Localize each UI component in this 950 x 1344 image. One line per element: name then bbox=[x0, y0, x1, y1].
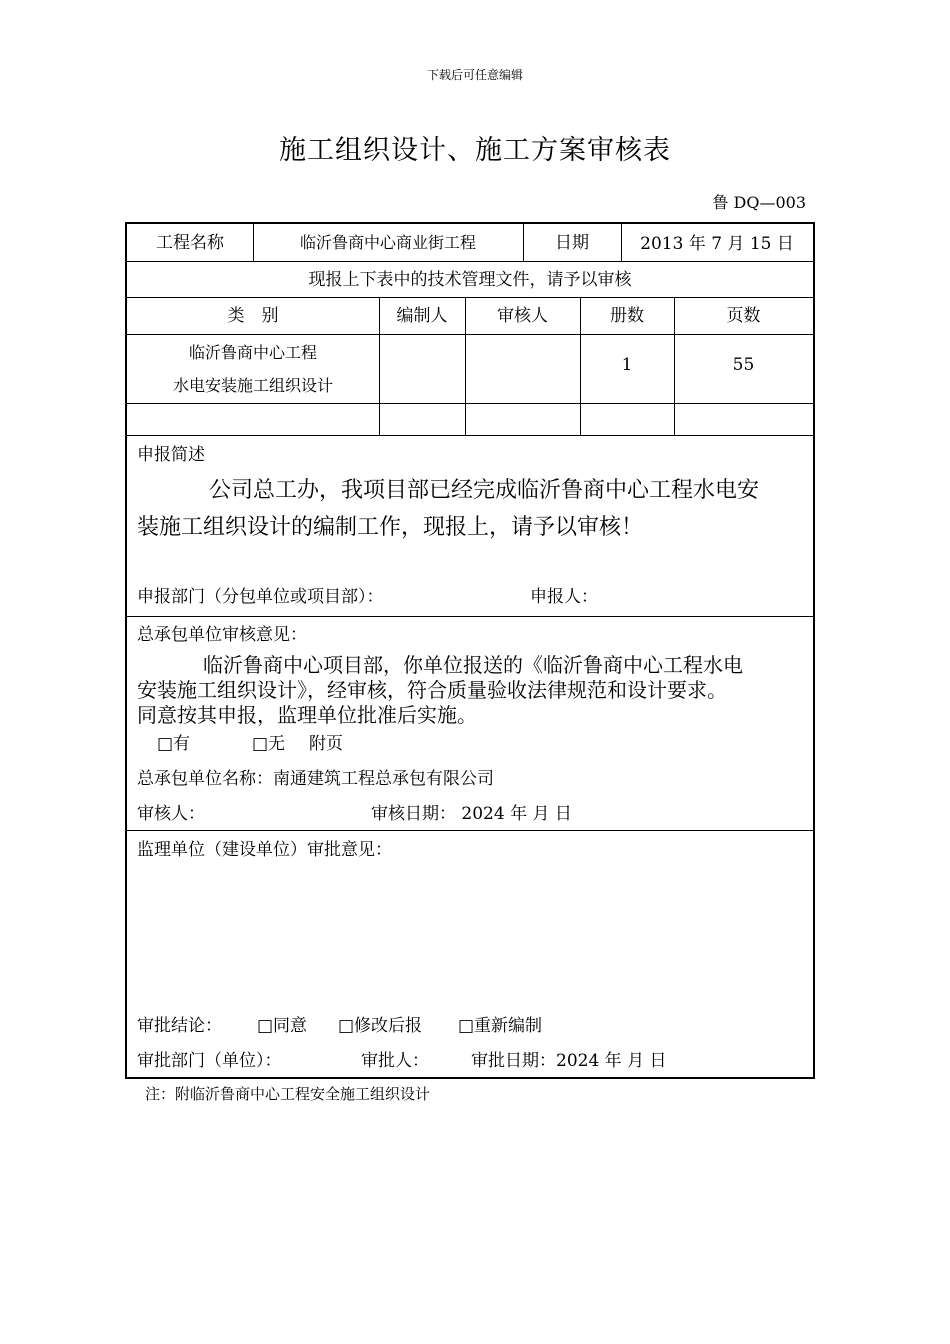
date-value: 2013 年 7 月 15 日 bbox=[640, 234, 794, 254]
column-header-category: 类 别 bbox=[227, 306, 279, 326]
approval-date: 审批日期：2024 年 月 日 bbox=[471, 1051, 667, 1071]
attachment-no-checkbox[interactable]: □无 bbox=[252, 734, 286, 754]
volumes-cell: 1 bbox=[621, 355, 633, 375]
footnote: 注：附临沂鲁商中心工程安全施工组织设计 bbox=[145, 1085, 431, 1103]
project-name-value: 临沂鲁商中心商业街工程 bbox=[299, 233, 476, 252]
row-divider bbox=[127, 261, 813, 262]
modify-checkbox[interactable]: □修改后报 bbox=[338, 1016, 423, 1036]
pages-cell: 55 bbox=[732, 355, 755, 375]
attachment-yes-checkbox[interactable]: □有 bbox=[157, 734, 191, 754]
review-form-table bbox=[125, 222, 815, 1079]
row-divider bbox=[127, 403, 813, 404]
date-label: 日期 bbox=[555, 233, 589, 253]
project-name-label: 工程名称 bbox=[156, 233, 224, 253]
contractor-opinion-line-1: 临沂鲁商中心项目部，你单位报送的《临沂鲁商中心工程水电 bbox=[203, 653, 743, 677]
header-note: 下载后可任意编辑 bbox=[426, 68, 523, 82]
column-header-volumes: 册数 bbox=[610, 306, 644, 326]
contractor-opinion-line-3: 同意按其申报，监理单位批准后实施。 bbox=[137, 703, 477, 727]
row-divider bbox=[127, 297, 813, 298]
applicant-label: 申报人： bbox=[530, 587, 598, 607]
supervision-opinion-label: 监理单位（建设单位）审批意见： bbox=[137, 840, 392, 860]
conclusion-label: 审批结论： bbox=[137, 1016, 222, 1036]
column-header-compiler: 编制人 bbox=[396, 306, 448, 326]
attachment-label: 附页 bbox=[309, 734, 343, 754]
category-line-2: 水电安装施工组织设计 bbox=[172, 376, 333, 395]
approval-dept-label: 审批部门（单位）： bbox=[137, 1051, 282, 1071]
summary-text-line-2: 装施工组织设计的编制工作，现报上，请予以审核！ bbox=[137, 515, 644, 540]
page-title: 施工组织设计、施工方案审核表 bbox=[279, 135, 671, 166]
form-code: 鲁 DQ—003 bbox=[712, 193, 806, 212]
redo-checkbox[interactable]: □重新编制 bbox=[458, 1016, 543, 1036]
request-line: 现报上下表中的技术管理文件，请予以审核 bbox=[308, 270, 632, 290]
summary-label: 申报简述 bbox=[137, 445, 205, 465]
row-divider bbox=[127, 830, 813, 831]
summary-text-line-1: 公司总工办，我项目部已经完成临沂鲁商中心工程水电安 bbox=[209, 478, 760, 503]
contractor-unit-name: 总承包单位名称：南通建筑工程总承包有限公司 bbox=[137, 769, 494, 789]
row-divider bbox=[127, 435, 813, 436]
row-divider bbox=[127, 334, 813, 335]
applicant-dept-label: 申报部门（分包单位或项目部）： bbox=[137, 587, 384, 607]
contractor-opinion-label: 总承包单位审核意见： bbox=[137, 625, 307, 645]
column-header-pages: 页数 bbox=[726, 306, 761, 326]
contractor-review-date: 审核日期： 2024 年 月 日 bbox=[371, 804, 572, 824]
category-line-1: 临沂鲁商中心工程 bbox=[188, 343, 317, 362]
row-divider bbox=[127, 616, 813, 617]
column-header-reviewer: 审核人 bbox=[497, 306, 548, 326]
approver-label: 审批人： bbox=[361, 1051, 429, 1071]
contractor-opinion-line-2: 安装施工组织设计》，经审核，符合质量验收法律规范和设计要求。 bbox=[137, 678, 727, 702]
contractor-reviewer-label: 审核人： bbox=[137, 804, 205, 824]
agree-checkbox[interactable]: □同意 bbox=[257, 1016, 308, 1036]
